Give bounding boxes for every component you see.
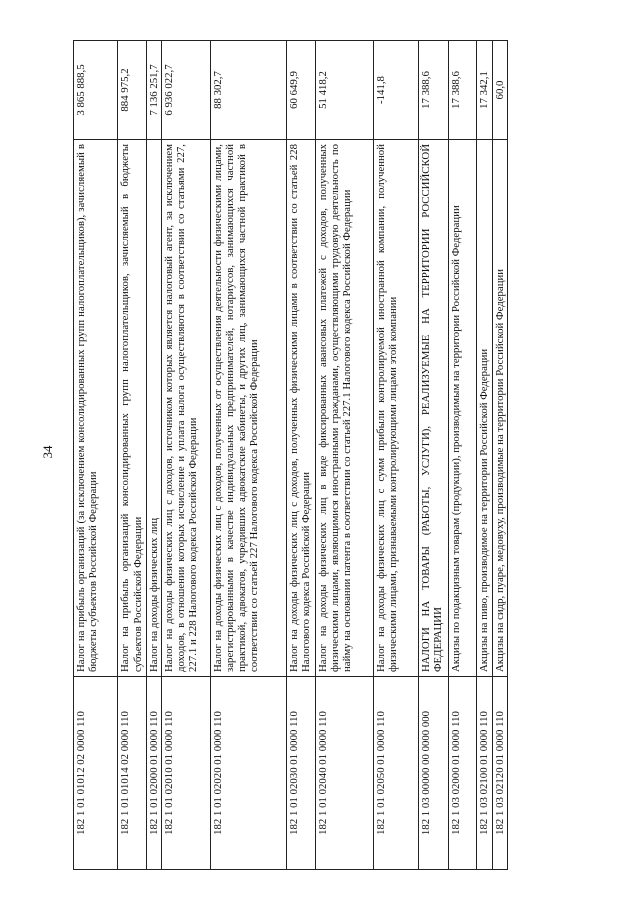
- amount-cell: 88 302,7: [210, 41, 287, 140]
- revenue-name-cell: Налог на прибыль организаций консолидированных групп налогоплательщиков, зачисляемый в бюджеты субъектов Российской Федерации: [118, 140, 146, 677]
- revenue-name-cell: Акцизы на сидр, пуаре, медовуху, производимые на территории Российской Федерации: [492, 140, 507, 677]
- kbk-code-cell: 182 1 01 01012 02 0000 110: [74, 677, 118, 870]
- kbk-code-cell: 182 1 01 02010 01 0000 110: [162, 677, 211, 870]
- revenue-name-cell: Налог на доходы физических лиц: [146, 140, 161, 677]
- amount-cell: 6 936 022,7: [162, 41, 211, 140]
- table-row: [449, 41, 477, 870]
- table-row: [162, 41, 211, 870]
- revenue-name-cell: НАЛОГИ НА ТОВАРЫ (РАБОТЫ, УСЛУГИ), РЕАЛИЗУЕМЫЕ НА ТЕРРИТОРИИ РОССИЙСКОЙ ФЕДЕРАЦИИ: [418, 140, 448, 677]
- table-row: [492, 41, 507, 870]
- table-row: [74, 41, 118, 870]
- amount-cell: 60,0: [492, 41, 507, 140]
- amount-cell: 60 649,9: [287, 41, 315, 140]
- kbk-code-cell: 182 1 03 02120 01 0000 110: [492, 677, 507, 870]
- kbk-code-cell: 182 1 01 02040 01 0000 110: [315, 677, 374, 870]
- amount-cell: 51 418,2: [315, 41, 374, 140]
- revenue-name-cell: Налог на доходы физических лиц в виде фиксированных авансовых платежей с доходов, полученных физическими лицами, являющимися иностранными гражданами, осуществляющими трудовую деятельность по найму на основании патента в соответствии со статьей 227.1 Налогового кодекса Российской Федерации: [315, 140, 374, 677]
- amount-cell: -141,8: [374, 41, 418, 140]
- table-row: [287, 41, 315, 870]
- revenue-name-cell: Налог на доходы физических лиц с доходов, полученных физическими лицами в соответствии со статьей 228 Налогового кодекса Российской Федерации: [287, 140, 315, 677]
- rotated-page-content: [73, 40, 508, 870]
- kbk-code-cell: 182 1 01 02030 01 0000 110: [287, 677, 315, 870]
- kbk-code-cell: 182 1 01 02050 01 0000 110: [374, 677, 418, 870]
- revenue-name-cell: Налог на доходы физических лиц с доходов, источником которых является налоговый агент, за исключением доходов, в отношении которых исчисление и уплата налога осуществляются в соответствии со статьями 227, 227.1 и 228 Налогового кодекса Российской Федерации: [162, 140, 211, 677]
- kbk-code-cell: 182 1 01 02000 01 0000 110: [146, 677, 161, 870]
- kbk-code-cell: 182 1 01 01014 02 0000 110: [118, 677, 146, 870]
- amount-cell: 7 136 251,7: [146, 41, 161, 140]
- table-row: [118, 41, 146, 870]
- table-row: [315, 41, 374, 870]
- revenue-name-cell: Акцизы на пиво, производимое на территории Российской Федерации: [477, 140, 492, 677]
- table-row: [210, 41, 287, 870]
- budget-revenue-table: [73, 40, 508, 870]
- amount-cell: 17 388,6: [418, 41, 448, 140]
- amount-cell: 17 342,1: [477, 41, 492, 140]
- kbk-code-cell: 182 1 03 02100 01 0000 110: [477, 677, 492, 870]
- kbk-code-cell: 182 1 03 00000 00 0000 000: [418, 677, 448, 870]
- table-row: [146, 41, 161, 870]
- kbk-code-cell: 182 1 03 02000 01 0000 110: [449, 677, 477, 870]
- revenue-name-cell: Акцизы по подакцизным товарам (продукции), производимым на территории Российской Федерации: [449, 140, 477, 677]
- amount-cell: 3 865 888,5: [74, 41, 118, 140]
- revenue-name-cell: Налог на доходы физических лиц с доходов, полученных от осуществления деятельности физическими лицами, зарегистрированными в качестве индивидуальных предпринимателей, нотариусов, занимающихся частной практикой, адвокатов, учредивших адвокатские кабинеты, и других лиц, занимающихся частной практикой в соответствии со статьей 227 Налогового кодекса Российской Федерации: [210, 140, 287, 677]
- table-row: [418, 41, 448, 870]
- revenue-name-cell: Налог на прибыль организаций (за исключением консолидированных групп налогоплательщиков), зачисляемый в бюджеты субъектов Российской Федерации: [74, 140, 118, 677]
- table-row: [477, 41, 492, 870]
- amount-cell: 884 975,2: [118, 41, 146, 140]
- page-number: 34: [40, 445, 55, 459]
- revenue-name-cell: Налог на доходы физических лиц с сумм прибыли контролируемой иностранной компании, полученной физическими лицами, признаваемыми контролирующими лицами этой компании: [374, 140, 418, 677]
- table-row: [374, 41, 418, 870]
- kbk-code-cell: 182 1 01 02020 01 0000 110: [210, 677, 287, 870]
- amount-cell: 17 388,6: [449, 41, 477, 140]
